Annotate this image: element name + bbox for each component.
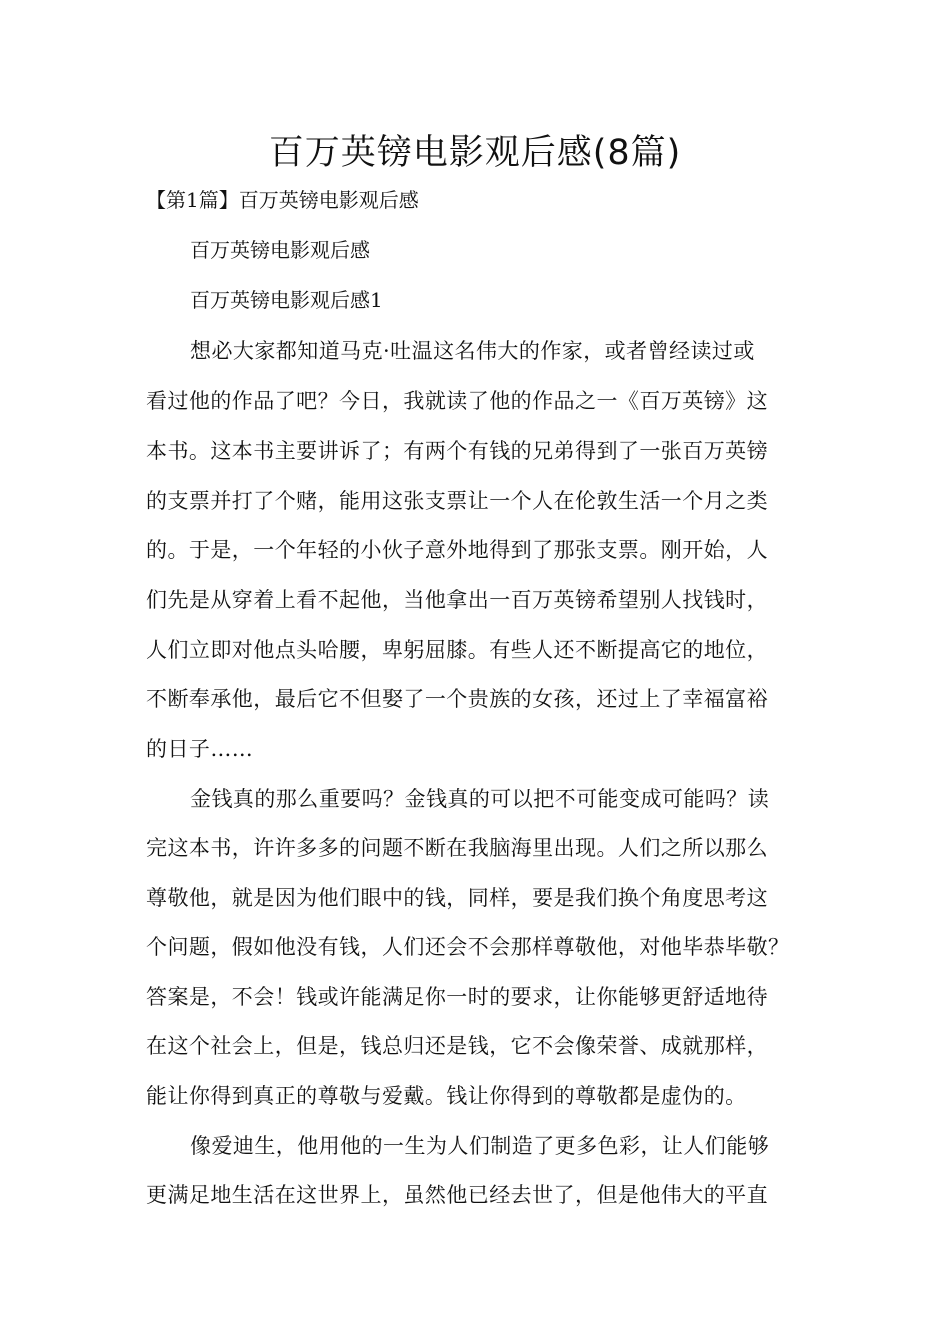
paragraph-line: 完这本书，许许多多的问题不断在我脑海里出现。人们之所以那么	[146, 836, 769, 860]
paragraph-line: 像爱迪生，他用他的一生为人们制造了更多色彩，让人们能够	[190, 1134, 770, 1158]
paragraph-line: 金钱真的那么重要吗？金钱真的可以把不可能变成可能吗？读	[190, 787, 770, 811]
paragraph-line: 尊敬他，就是因为他们眼中的钱，同样，要是我们换个角度思考这	[146, 886, 769, 910]
paragraph-line: 个问题，假如他没有钱，人们还会不会那样尊敬他，对他毕恭毕敬？	[146, 935, 790, 959]
paragraph-line: 人们立即对他点头哈腰，卑躬屈膝。有些人还不断提高它的地位，	[146, 638, 769, 662]
sub-heading-numbered: 百万英镑电影观后感1	[190, 288, 383, 312]
paragraph-line: 想必大家都知道马克·吐温这名伟大的作家，或者曾经读过或	[190, 339, 755, 363]
paragraph-line: 在这个社会上，但是，钱总归还是钱，它不会像荣誉、成就那样，	[146, 1034, 769, 1058]
paragraph-line: 的日子……	[146, 737, 254, 761]
paragraph-line: 更满足地生活在这世界上，虽然他已经去世了，但是他伟大的平直	[146, 1183, 769, 1207]
sub-heading: 百万英镑电影观后感	[190, 238, 370, 262]
paragraph-line: 们先是从穿着上看不起他，当他拿出一百万英镑希望别人找钱时，	[146, 588, 769, 612]
section-heading: 【第1篇】百万英镑电影观后感	[146, 188, 419, 212]
paragraph-line: 答案是，不会！钱或许能满足你一时的要求，让你能够更舒适地待	[146, 985, 769, 1009]
paragraph-line: 看过他的作品了吧？今日，我就读了他的作品之一《百万英镑》这	[146, 389, 769, 413]
paragraph-line: 本书。这本书主要讲诉了；有两个有钱的兄弟得到了一张百万英镑	[146, 439, 769, 463]
paragraph-line: 不断奉承他，最后它不但娶了一个贵族的女孩，还过上了幸福富裕	[146, 687, 769, 711]
paragraph-line: 的。于是，一个年轻的小伙子意外地得到了那张支票。刚开始，人	[146, 538, 769, 562]
paragraph-line: 能让你得到真正的尊敬与爱戴。钱让你得到的尊敬都是虚伪的。	[146, 1084, 747, 1108]
paragraph-line: 的支票并打了个赌，能用这张支票让一个人在伦敦生活一个月之类	[146, 489, 769, 513]
document-title: 百万英镑电影观后感(8篇)	[268, 133, 682, 173]
